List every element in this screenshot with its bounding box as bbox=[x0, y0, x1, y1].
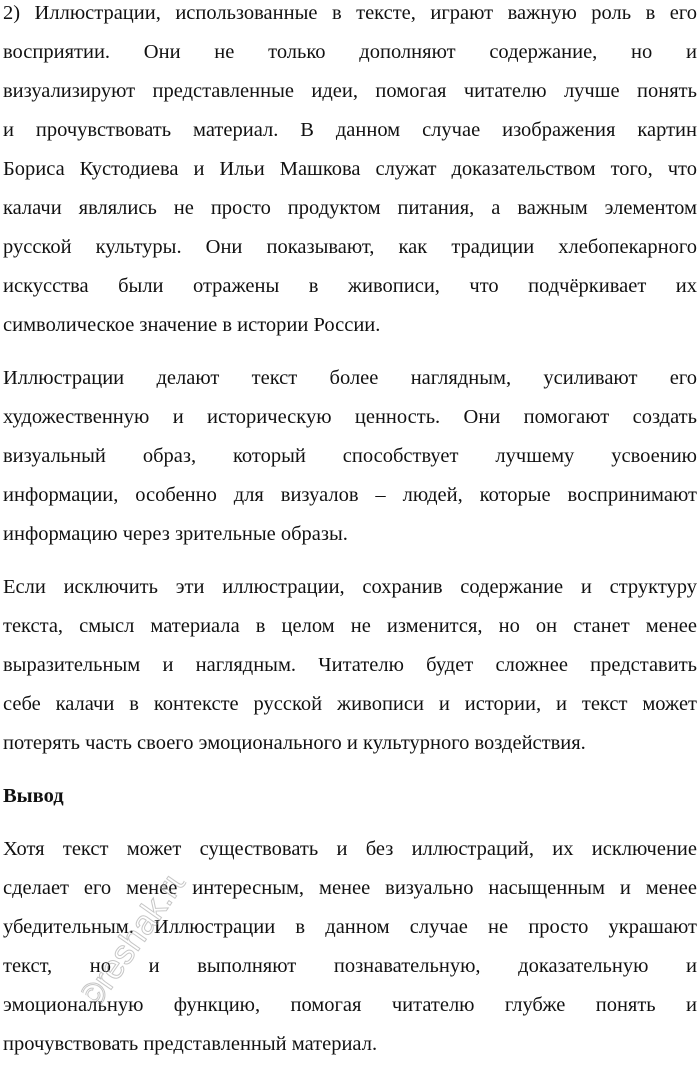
text-line: и прочувствовать материал. В данном случае изображения картин bbox=[3, 119, 697, 141]
watermark-text: ©reshak.ru bbox=[70, 858, 198, 1017]
text-line: текст, но и выполняют познавательную, доказательную и bbox=[3, 955, 697, 977]
text-line: 2) Иллюстрации, использованные в тексте, играют важную роль в его bbox=[3, 2, 697, 24]
paragraph-gap bbox=[3, 560, 697, 574]
text-line: Бориса Кустодиева и Ильи Машкова служат доказательством того, что bbox=[3, 158, 697, 180]
text-line: прочувствовать представленный материал. bbox=[3, 1033, 378, 1055]
paragraph-illustrations-role bbox=[3, 0, 697, 351]
paragraph-visual-value bbox=[3, 365, 697, 560]
text-line: убедительным. Иллюстрации в данном случае не просто украшают bbox=[3, 916, 697, 938]
paragraph-gap bbox=[3, 822, 697, 836]
text-line: русской культуры. Они показывают, как традиции хлебопекарного bbox=[3, 236, 697, 258]
text-line: текста, смысл материала в целом не изменится, но он станет менее bbox=[3, 615, 697, 637]
text-line: символическое значение в истории России. bbox=[3, 314, 381, 336]
text-line: визуализируют представленные идеи, помогая читателю лучше понять bbox=[3, 80, 697, 102]
paragraph-without-illustrations bbox=[3, 574, 697, 769]
text-line: художественную и историческую ценность. Они помогают создать bbox=[3, 406, 697, 428]
paragraph-gap bbox=[3, 351, 697, 365]
text-line: выразительным и наглядным. Читателю будет сложнее представить bbox=[3, 654, 697, 676]
text-line: эмоциональную функцию, помогая читателю глубже понять и bbox=[3, 994, 697, 1016]
paragraph-conclusion bbox=[3, 836, 697, 1070]
text-line: информации, особенно для визуалов – людей, которые воспринимают bbox=[3, 484, 697, 506]
text-line: Если исключить эти иллюстрации, сохранив содержание и структуру bbox=[3, 576, 697, 598]
text-line: визуальный образ, который способствует лучшему усвоению bbox=[3, 445, 697, 467]
conclusion-heading: Вывод bbox=[3, 785, 64, 807]
document-body bbox=[3, 0, 697, 1070]
text-line: себе калачи в контексте русской живописи и истории, и текст может bbox=[3, 693, 697, 715]
paragraph-gap bbox=[3, 769, 697, 783]
text-line: калачи являлись не просто продуктом питания, а важным элементом bbox=[3, 197, 697, 219]
text-line: искусства были отражены в живописи, что подчёркивает их bbox=[3, 275, 697, 297]
text-line: восприятии. Они не только дополняют содержание, но и bbox=[3, 41, 697, 63]
text-line: информацию через зрительные образы. bbox=[3, 523, 348, 545]
text-line: сделает его менее интересным, менее визуально насыщенным и менее bbox=[3, 877, 697, 899]
text-line: потерять часть своего эмоционального и культурного воздействия. bbox=[3, 732, 586, 754]
text-line: Иллюстрации делают текст более наглядным, усиливают его bbox=[3, 367, 697, 389]
text-line: Хотя текст может существовать и без иллюстраций, их исключение bbox=[3, 838, 697, 860]
